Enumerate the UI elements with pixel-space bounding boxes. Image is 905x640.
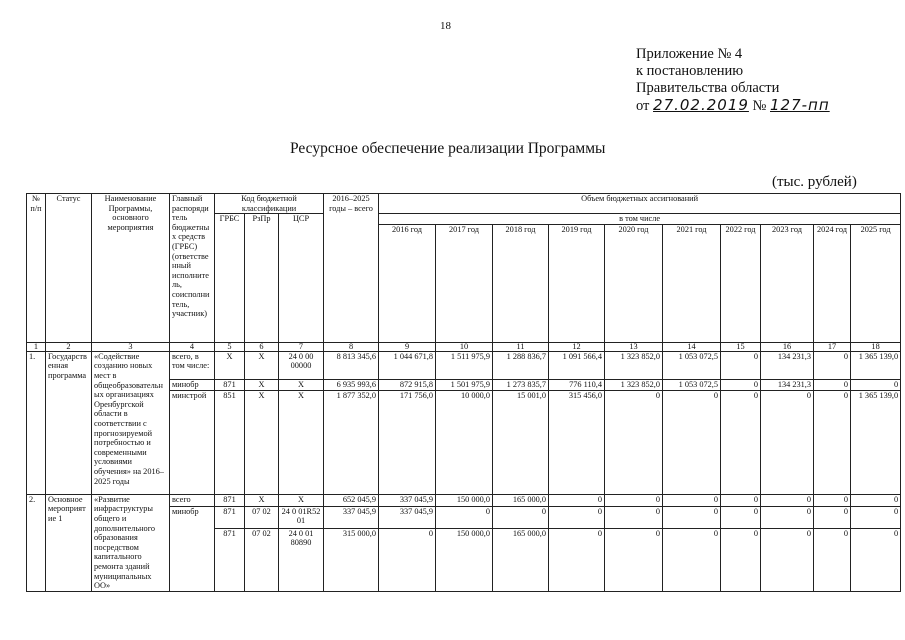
value-cell: 315 000,0 [324,528,379,591]
value-cell: 0 [814,494,851,506]
value-cell: 134 231,3 [761,379,814,390]
value-cell: 171 756,0 [379,390,436,494]
value-cell: 1 501 975,9 [436,379,493,390]
col-index: 1 [27,342,46,351]
year-header: 2020 год [605,224,663,342]
value-cell: 0 [851,494,901,506]
value-cell: 6 935 993,6 [324,379,379,390]
value-cell: 0 [721,506,761,528]
row-csr: 24 0 00 00000 [279,351,324,379]
row-rzpr: 07 02 [245,528,279,591]
value-cell: 0 [721,494,761,506]
row-grbs: X [215,351,245,379]
row-executor: всего, в том числе: [170,351,215,379]
value-cell: 1 877 352,0 [324,390,379,494]
value-cell: 1 365 139,0 [851,390,901,494]
col-index: 2 [46,342,92,351]
year-header: 2022 год [721,224,761,342]
row-rzpr: X [245,379,279,390]
appendix-date-line [636,97,830,115]
value-cell: 134 231,3 [761,351,814,379]
value-cell: 872 915,8 [379,379,436,390]
value-cell: 337 045,9 [379,494,436,506]
resource-table [26,193,901,592]
row-rzpr: 07 02 [245,506,279,528]
appendix-block [636,46,830,115]
year-header: 2024 год [814,224,851,342]
column-index-row [27,342,901,351]
col-index: 17 [814,342,851,351]
col-index: 14 [663,342,721,351]
value-cell: 315 456,0 [549,390,605,494]
value-cell: 1 511 975,9 [436,351,493,379]
value-cell: 1 273 835,7 [493,379,549,390]
value-cell: 1 053 072,5 [663,351,721,379]
units-label: (тыс. рублей) [772,174,857,190]
value-cell: 0 [549,528,605,591]
value-cell: 8 813 345,6 [324,351,379,379]
row-csr: 24 0 01R52 01 [279,506,324,528]
year-header: 2019 год [549,224,605,342]
value-cell: 1 323 852,0 [605,351,663,379]
year-header: 2016 год [379,224,436,342]
year-header: 2017 год [436,224,493,342]
col-index: 18 [851,342,901,351]
col-index: 8 [324,342,379,351]
value-cell: 0 [549,494,605,506]
col-index: 7 [279,342,324,351]
document-title: Ресурсное обеспечение реализации Программы [290,140,606,157]
col-index: 11 [493,342,549,351]
value-cell: 1 323 852,0 [605,379,663,390]
year-header: 2018 год [493,224,549,342]
including-header: в том числе [379,214,901,225]
value-cell: 0 [663,506,721,528]
handwritten-date: 27.02.2019 [653,96,749,114]
row-rzpr: X [245,494,279,506]
value-cell: 0 [761,528,814,591]
row-executor: минобр [170,379,215,390]
value-cell: 0 [605,390,663,494]
value-cell: 1 365 139,0 [851,351,901,379]
row-status: Государственная программа [46,351,92,494]
col-index: 3 [92,342,170,351]
value-cell: 165 000,0 [493,494,549,506]
value-cell: 0 [814,351,851,379]
value-cell: 0 [814,390,851,494]
col-index: 15 [721,342,761,351]
row-executor: минстрой [170,390,215,494]
col-index: 10 [436,342,493,351]
value-cell: 1 044 671,8 [379,351,436,379]
col-name-header: Наименование Программы, основного мероприятия [92,194,170,343]
value-cell: 776 110,4 [549,379,605,390]
col-rzpr-header: РзПр [245,214,279,343]
table-row [27,351,901,379]
value-cell: 0 [721,351,761,379]
col-grbs-main-header: Главный распорядитель бюджетных средств (ГРБС) (ответственный исполнитель, соисполнитель, участник) [170,194,215,343]
row-csr: X [279,379,324,390]
row-grbs: 871 [215,506,245,528]
handwritten-number: 127-пп [770,96,830,114]
col-csr-header: ЦСР [279,214,324,343]
col-index: 16 [761,342,814,351]
value-cell: 0 [851,528,901,591]
value-cell: 0 [605,494,663,506]
value-cell: 1 288 836,7 [493,351,549,379]
value-cell: 0 [493,506,549,528]
row-executor: минобр [170,506,215,528]
row-grbs: 871 [215,494,245,506]
value-cell: 165 000,0 [493,528,549,591]
appendix-line2: к постановлению [636,63,744,79]
col-total-header: 2016–2025 годы – всего [324,194,379,343]
value-cell: 0 [814,528,851,591]
table-row [27,494,901,506]
value-cell: 1 053 072,5 [663,379,721,390]
row-number: 1. [27,351,46,494]
value-cell: 652 045,9 [324,494,379,506]
value-cell: 0 [851,506,901,528]
appendix-line1: Приложение № 4 [636,46,743,62]
row-csr: 24 0 01 80890 [279,528,324,591]
value-cell: 337 045,9 [324,506,379,528]
row-grbs: 871 [215,379,245,390]
value-cell: 1 091 566,4 [549,351,605,379]
col-num-header: № п/п [27,194,46,343]
row-csr: X [279,390,324,494]
value-cell: 0 [721,379,761,390]
value-cell: 0 [814,379,851,390]
row-executor: всего [170,494,215,506]
value-cell: 0 [663,390,721,494]
row-csr: X [279,494,324,506]
row-executor [170,528,215,591]
value-cell: 15 001,0 [493,390,549,494]
date-prefix: от [636,98,650,114]
row-grbs: 871 [215,528,245,591]
value-cell: 150 000,0 [436,528,493,591]
value-cell: 150 000,0 [436,494,493,506]
row-name: «Содействие созданию новых мест в общеобразовательных организациях Оренбургской области в соответствии с прогнозируемой потребностью и современными условиями обучения» на 2016–2025 годы [92,351,170,494]
row-status: Основное мероприятие 1 [46,494,92,591]
row-number: 2. [27,494,46,591]
row-grbs: 851 [215,390,245,494]
row-rzpr: X [245,351,279,379]
value-cell: 337 045,9 [379,506,436,528]
col-status-header: Статус [46,194,92,343]
value-cell: 0 [436,506,493,528]
volume-group-header: Объем бюджетных ассигнований [379,194,901,214]
value-cell: 0 [761,494,814,506]
value-cell: 0 [379,528,436,591]
col-grbs-header: ГРБС [215,214,245,343]
col-index: 4 [170,342,215,351]
code-group-header: Код бюджетной классификации [215,194,324,214]
year-header: 2023 год [761,224,814,342]
appendix-line3: Правительства области [636,80,780,96]
number-prefix: № [752,98,767,114]
value-cell: 0 [605,528,663,591]
value-cell: 0 [721,528,761,591]
row-rzpr: X [245,390,279,494]
value-cell: 0 [549,506,605,528]
value-cell: 0 [761,390,814,494]
value-cell: 0 [761,506,814,528]
col-index: 5 [215,342,245,351]
year-header: 2025 год [851,224,901,342]
row-name: «Развитие инфраструктуры общего и дополнительного образования посредством капитального ремонта зданий муниципальных ОО» [92,494,170,591]
page-number: 18 [440,20,451,32]
value-cell: 0 [721,390,761,494]
col-index: 6 [245,342,279,351]
col-index: 9 [379,342,436,351]
value-cell: 0 [814,506,851,528]
value-cell: 0 [663,528,721,591]
header-row-1 [27,194,901,214]
value-cell: 0 [663,494,721,506]
col-index: 12 [549,342,605,351]
year-header: 2021 год [663,224,721,342]
value-cell: 0 [851,379,901,390]
value-cell: 10 000,0 [436,390,493,494]
col-index: 13 [605,342,663,351]
value-cell: 0 [605,506,663,528]
